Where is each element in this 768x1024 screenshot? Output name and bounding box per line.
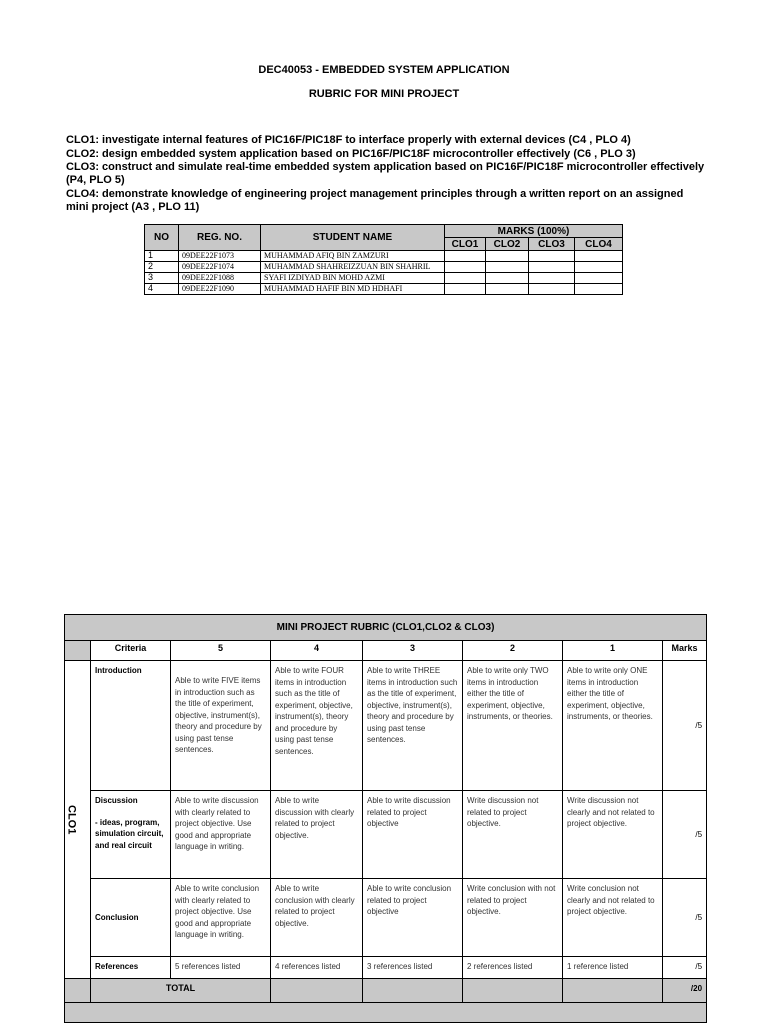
- header-no: NO: [145, 225, 179, 251]
- header-clo1: CLO1: [445, 238, 486, 251]
- rubric-corner-cell: [65, 641, 91, 661]
- clo-group-cell: [65, 661, 91, 979]
- total-spacer-cell: [65, 979, 91, 1003]
- row-clo3-mark[interactable]: [529, 251, 575, 262]
- row-no: 4: [145, 284, 179, 295]
- row-reg-no: 09DEE22F1074: [179, 262, 261, 273]
- rubric-title: MINI PROJECT RUBRIC (CLO1,CLO2 & CLO3): [65, 615, 707, 641]
- score-3-desc: Able to write conclusion related to project objective: [363, 879, 463, 957]
- criteria-conclusion: Conclusion: [91, 879, 171, 957]
- score-1-desc: Able to write only ONE items in introduction either the title of experiment, objective, instruments, or theories.: [563, 661, 663, 791]
- score-2-desc: Write conclusion with not related to project objective.: [463, 879, 563, 957]
- criteria-sublabel: - ideas, program, simulation circuit, and real circuit: [95, 817, 164, 850]
- row-clo4-mark[interactable]: [575, 251, 623, 262]
- score-5-desc: Able to write FIVE items in introduction such as the title of experiment, objective, instrument(s), theory and procedure by using past tense sentences.: [171, 661, 271, 791]
- rubric-row: [65, 879, 707, 957]
- course-title: DEC40053 - EMBEDDED SYSTEM APPLICATION: [258, 64, 510, 76]
- clo-item: CLO1: investigate internal features of PIC16F/PIC18F to interface properly with external devices (C4 , PLO 4): [66, 134, 631, 146]
- score-2-desc: Able to write only TWO items in introduction either the title of experiment, objective, instruments, or theories.: [463, 661, 563, 791]
- row-clo4-mark[interactable]: [575, 273, 623, 284]
- total-empty-cell: [563, 979, 663, 1003]
- header-reg-no: REG. NO.: [179, 225, 261, 251]
- row-clo2-mark[interactable]: [486, 251, 529, 262]
- row-student-name: MUHAMMAD AFIQ BIN ZAMZURI: [261, 251, 445, 262]
- row-no: 1: [145, 251, 179, 262]
- criteria-discussion: [91, 791, 171, 879]
- marks-cell: /5: [663, 791, 707, 879]
- score-1-desc: Write conclusion not clearly and not related to project objective.: [563, 879, 663, 957]
- score-1-desc: 1 reference listed: [563, 957, 663, 979]
- rubric-row: [65, 791, 707, 879]
- row-clo4-mark[interactable]: [575, 284, 623, 295]
- header-score-4: 4: [271, 641, 363, 661]
- total-empty-cell: [271, 979, 363, 1003]
- total-marks: /20: [663, 979, 707, 1003]
- total-row: [65, 979, 707, 1003]
- rubric-row: [65, 957, 707, 979]
- row-no: 2: [145, 262, 179, 273]
- criteria-label: Discussion: [95, 796, 138, 805]
- header-score-5: 5: [171, 641, 271, 661]
- score-1-desc: Write discussion not clearly and not related to project objective.: [563, 791, 663, 879]
- header-clo2: CLO2: [486, 238, 529, 251]
- row-student-name: SYAFI IZDIYAD BIN MOHD AZMI: [261, 273, 445, 284]
- row-clo1-mark[interactable]: [445, 262, 486, 273]
- score-4-desc: Able to write discussion with clearly related to project objective.: [271, 791, 363, 879]
- score-3-desc: 3 references listed: [363, 957, 463, 979]
- footer-row: [65, 1003, 707, 1023]
- score-3-desc: Able to write discussion related to project objective: [363, 791, 463, 879]
- score-5-desc: 5 references listed: [171, 957, 271, 979]
- header-marks: Marks: [663, 641, 707, 661]
- table-row: [145, 273, 623, 284]
- total-empty-cell: [463, 979, 563, 1003]
- row-clo2-mark[interactable]: [486, 284, 529, 295]
- score-3-desc: Able to write THREE items in introduction such as the title of experiment, objective, instrument(s), theory and procedure by using past tense sentences.: [363, 661, 463, 791]
- score-5-desc: Able to write discussion with clearly related to project objective. Use good and appropriate language in writing.: [171, 791, 271, 879]
- row-clo1-mark[interactable]: [445, 284, 486, 295]
- score-2-desc: 2 references listed: [463, 957, 563, 979]
- header-clo3: CLO3: [529, 238, 575, 251]
- header-score-1: 1: [563, 641, 663, 661]
- total-empty-cell: [363, 979, 463, 1003]
- header-score-2: 2: [463, 641, 563, 661]
- rubric-subtitle: RUBRIC FOR MINI PROJECT: [308, 88, 460, 100]
- clo-list: [66, 134, 706, 214]
- marks-cell: /5: [663, 879, 707, 957]
- row-clo3-mark[interactable]: [529, 262, 575, 273]
- footer-band: [65, 1003, 707, 1023]
- score-4-desc: Able to write conclusion with clearly related to project objective.: [271, 879, 363, 957]
- row-clo1-mark[interactable]: [445, 251, 486, 262]
- row-clo4-mark[interactable]: [575, 262, 623, 273]
- clo1-vertical-label: CLO1: [65, 804, 78, 835]
- total-label: TOTAL: [91, 979, 271, 1003]
- header-criteria: Criteria: [91, 641, 171, 661]
- marks-cell: /5: [663, 661, 707, 791]
- row-student-name: MUHAMMAD SHAHREIZZUAN BIN SHAHRIL: [261, 262, 445, 273]
- score-5-desc: Able to write conclusion with clearly related to project objective. Use good and appropriate language in writing.: [171, 879, 271, 957]
- table-row: [145, 284, 623, 295]
- row-clo3-mark[interactable]: [529, 273, 575, 284]
- row-reg-no: 09DEE22F1090: [179, 284, 261, 295]
- header-marks: MARKS (100%): [445, 225, 623, 238]
- header-clo4: CLO4: [575, 238, 623, 251]
- row-clo2-mark[interactable]: [486, 262, 529, 273]
- clo-item: CLO3: construct and simulate real-time embedded system application based on PIC16F/PIC18F microcontroller effectively (P4, PLO 5): [66, 161, 705, 186]
- header-score-3: 3: [363, 641, 463, 661]
- table-row: [145, 251, 623, 262]
- header-student-name: STUDENT NAME: [261, 225, 445, 251]
- marks-cell: /5: [663, 957, 707, 979]
- row-clo1-mark[interactable]: [445, 273, 486, 284]
- score-4-desc: Able to write FOUR items in introduction such as the title of experiment, objective, instrument(s), theory and procedure by using past tense sentences.: [271, 661, 363, 791]
- row-clo3-mark[interactable]: [529, 284, 575, 295]
- row-clo2-mark[interactable]: [486, 273, 529, 284]
- row-reg-no: 09DEE22F1088: [179, 273, 261, 284]
- rubric-row: [65, 661, 707, 791]
- clo-item: CLO4: demonstrate knowledge of engineering project management principles through a written report on an assigned mini project (A3 , PLO 11): [66, 187, 684, 213]
- students-table: [144, 224, 623, 295]
- criteria-introduction: Introduction: [91, 661, 171, 791]
- score-4-desc: 4 references listed: [271, 957, 363, 979]
- row-no: 3: [145, 273, 179, 284]
- score-2-desc: Write discussion not related to project objective.: [463, 791, 563, 879]
- row-reg-no: 09DEE22F1073: [179, 251, 261, 262]
- table-row: [145, 262, 623, 273]
- clo-item: CLO2: design embedded system application based on PIC16F/PIC18F microcontroller effectively (C6 , PLO 3): [66, 147, 636, 160]
- row-student-name: MUHAMMAD HAFIF BIN MD HDHAFI: [261, 284, 445, 295]
- rubric-table: [64, 614, 707, 1023]
- criteria-references: References: [91, 957, 171, 979]
